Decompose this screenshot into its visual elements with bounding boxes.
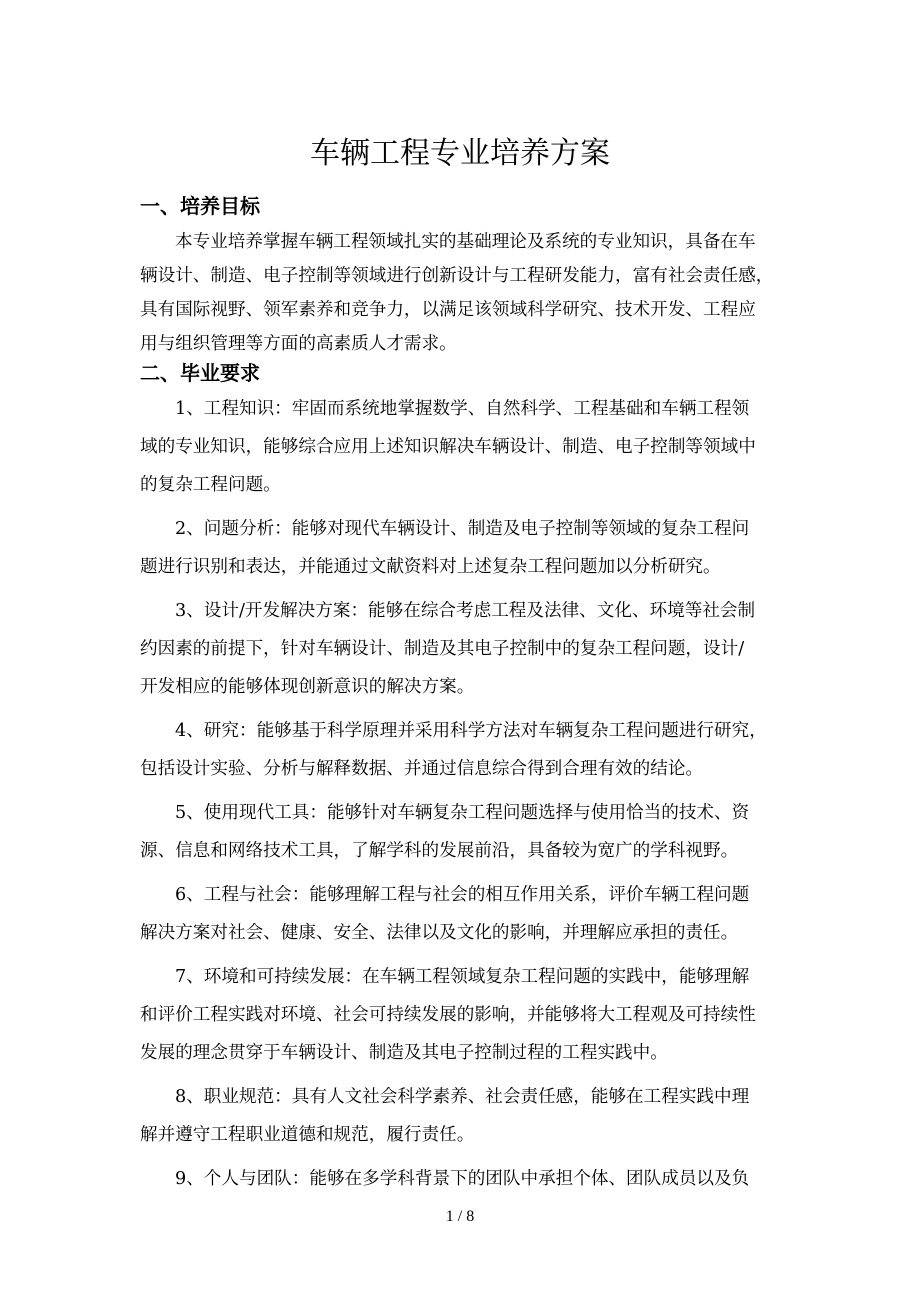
document-title: 车辆工程专业培养方案: [310, 136, 610, 171]
text-line: 4、研究：能够基于科学原理并采用科学方法对车辆复杂工程问题进行研究，: [175, 721, 767, 741]
text-line: 具有国际视野、领军素养和竞争力，以满足该领域科学研究、技术开发、工程应: [140, 300, 756, 320]
text-line: 约因素的前提下，针对车辆设计、制造及其电子控制中的复杂工程问题，设计/: [140, 639, 745, 659]
text-line: 2、问题分析：能够对现代车辆设计、制造及电子控制等领域的复杂工程问: [175, 519, 750, 539]
paragraph: [140, 958, 785, 1072]
text-line: 6、工程与社会：能够理解工程与社会的相互作用关系，评价车辆工程问题: [175, 885, 750, 905]
text-line: 3、设计/开发解决方案：能够在综合考虑工程及法律、文化、环境等社会制: [175, 601, 756, 621]
text-line: 本专业培养掌握车辆工程领域扎实的基础理论及系统的专业知识，具备在车: [175, 232, 756, 252]
text-line: 题进行识别和表达，并能通过文献资料对上述复杂工程问题加以分析研究。: [140, 557, 721, 577]
paragraph: [140, 712, 785, 788]
paragraph: [140, 876, 785, 952]
text-line: 和评价工程实践对环境、社会可持续发展的影响，并能够将大工程观及可持续性: [140, 1005, 756, 1025]
text-line: 9、个人与团队：能够在多学科背景下的团队中承担个体、团队成员以及负: [175, 1169, 750, 1189]
text-line: 发展的理念贯穿于车辆设计、制造及其电子控制过程的工程实践中。: [140, 1043, 668, 1063]
page-number: 1 / 8: [445, 1208, 475, 1225]
text-line: 用与组织管理等方面的高素质人才需求。: [140, 334, 457, 354]
text-line: 1、工程知识：牢固而系统地掌握数学、自然科学、工程基础和车辆工程领: [175, 399, 750, 419]
objectives-body: [140, 225, 785, 361]
paragraph: [140, 592, 785, 706]
text-line: 解决方案对社会、健康、安全、法律以及文化的影响，并理解应承担的责任。: [140, 923, 739, 943]
text-line: 的复杂工程问题。: [140, 475, 281, 495]
paragraph: [140, 510, 785, 586]
requirements-body: [140, 390, 785, 1204]
text-line: 辆设计、制造、电子控制等领域进行创新设计与工程研发能力，富有社会责任感，: [140, 266, 774, 286]
section-heading-objectives: 一、培养目标: [140, 194, 260, 218]
paragraph: [140, 1160, 785, 1198]
section-heading-requirements: 二、毕业要求: [140, 361, 260, 385]
paragraph: [140, 390, 785, 504]
text-line: 7、环境和可持续发展：在车辆工程领域复杂工程问题的实践中，能够理解: [175, 967, 750, 987]
paragraph: [140, 794, 785, 870]
text-line: 8、职业规范：具有人文社会科学素养、社会责任感，能够在工程实践中理: [175, 1087, 750, 1107]
text-line: 包括设计实验、分析与解释数据、并通过信息综合得到合理有效的结论。: [140, 759, 704, 779]
text-line: 解并遵守工程职业道德和规范，履行责任。: [140, 1125, 475, 1145]
text-line: 源、信息和网络技术工具，了解学科的发展前沿，具备较为宽广的学科视野。: [140, 841, 739, 861]
paragraph: [140, 225, 785, 361]
text-line: 5、使用现代工具：能够针对车辆复杂工程问题选择与使用恰当的技术、资: [175, 803, 750, 823]
text-line: 开发相应的能够体现创新意识的解决方案。: [140, 677, 475, 697]
text-line: 域的专业知识，能够综合应用上述知识解决车辆设计、制造、电子控制等领域中: [140, 437, 756, 457]
paragraph: [140, 1078, 785, 1154]
